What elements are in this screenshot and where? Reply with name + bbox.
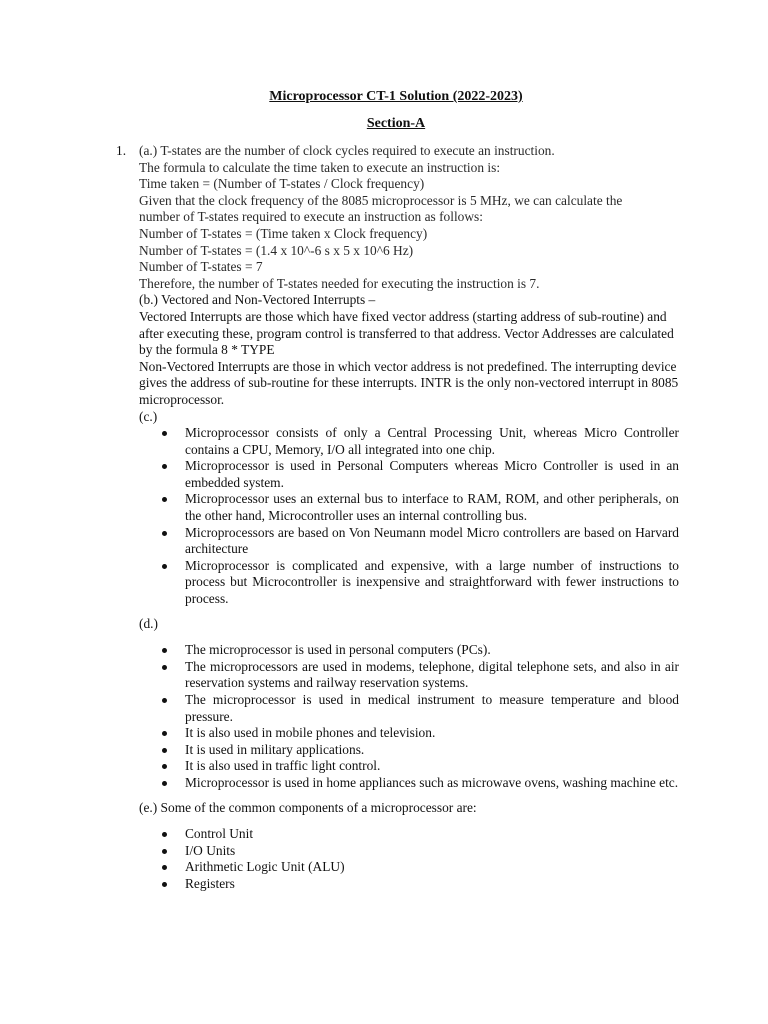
bullet-icon [162, 564, 167, 569]
part-a-line: Number of T-states = (1.4 x 10^-6 s x 5 x 10^6 Hz) [139, 242, 414, 258]
bullet-icon [162, 882, 167, 887]
list-item: Microprocessors are based on Von Neumann model Micro controllers are based on Harvard architecture [139, 525, 679, 558]
bullet-icon [162, 497, 167, 502]
bullet-icon [162, 849, 167, 854]
list-item: I/O Units [139, 843, 679, 860]
list-item: The microprocessor is used in medical instrument to measure temperature and blood pressure. [139, 692, 679, 725]
question-number: 1. [116, 143, 127, 158]
part-b-heading: (b.) Vectored and Non-Vectored Interrupts – [139, 292, 376, 308]
list-item: Control Unit [139, 826, 679, 843]
part-a-line: Therefore, the number of T-states needed for executing the instruction is 7. [139, 275, 540, 291]
part-a-line: Time taken = (Number of T-states / Clock frequency) [139, 176, 425, 192]
bullet-icon [162, 748, 167, 753]
list-item: Microprocessor is used in Personal Computers whereas Micro Controller is used in an embedded system. [139, 458, 679, 491]
part-b [139, 292, 679, 408]
part-a-line: number of T-states required to execute an instruction as follows: [139, 209, 483, 225]
part-a-line: (a.) T-states are the number of clock cycles required to execute an instruction. [139, 143, 555, 158]
bullet-icon [162, 781, 167, 786]
bullet-icon [162, 531, 167, 536]
list-item: Microprocessor is complicated and expensive, with a large number of instructions to process but Microcontroller is inexpensive and straightforward with fewer instructions to process. [139, 558, 679, 608]
part-a-line: Number of T-states = 7 [139, 259, 263, 275]
part-c-list [139, 425, 679, 608]
list-item: It is also used in mobile phones and television. [139, 725, 679, 742]
bullet-icon [162, 865, 167, 870]
bullet-icon [162, 698, 167, 703]
bullet-icon [162, 648, 167, 653]
bullet-icon [162, 731, 167, 736]
answer-body [139, 143, 679, 893]
part-e-heading: (e.) Some of the common components of a microprocessor are: [139, 799, 477, 815]
list-item: The microprocessor is used in personal computers (PCs). [139, 642, 679, 659]
part-b-non-vectored: Non-Vectored Interrupts are those in which vector address is not predefined. The interrupting device gives the address of sub-routine for these interrupts. INTR is the only non-vectored interrupt in 8085 microprocessor. [139, 358, 679, 407]
section-heading: Section-A [366, 116, 426, 131]
bullet-icon [162, 464, 167, 469]
bullet-icon [162, 764, 167, 769]
list-item: Arithmetic Logic Unit (ALU) [139, 859, 679, 876]
list-item: Microprocessor is used in home appliances such as microwave ovens, washing machine etc. [139, 775, 679, 792]
bullet-icon [162, 832, 167, 837]
document-title: Microprocessor CT-1 Solution (2022-2023) [269, 89, 523, 104]
part-a-line: The formula to calculate the time taken to execute an instruction is: [139, 159, 501, 175]
part-e-list [139, 826, 679, 892]
list-item: Microprocessor consists of only a Central Processing Unit, whereas Micro Controller contains a CPU, Memory, I/O all integrated into one chip. [139, 425, 679, 458]
part-b-vectored: Vectored Interrupts are those which have fixed vector address (starting address of sub-routine) and after executing these, program control is transferred to that address. Vector Addresses are calculated by the formula 8 * TYPE [139, 308, 674, 358]
part-a-line: Given that the clock frequency of the 8085 microprocessor is 5 MHz, we can calculate the [139, 192, 623, 208]
part-d [139, 616, 679, 792]
part-a [139, 143, 679, 292]
list-item: Registers [139, 876, 679, 893]
part-d-heading: (d.) [139, 615, 158, 631]
list-item: The microprocessors are used in modems, telephone, digital telephone sets, and also in air reservation systems and railway reservation systems. [139, 659, 679, 692]
list-item: Microprocessor uses an external bus to interface to RAM, ROM, and other peripherals, on the other hand, Microcontroller uses an internal controlling bus. [139, 491, 679, 524]
part-a-line: Number of T-states = (Time taken x Clock frequency) [139, 225, 428, 241]
bullet-icon [162, 431, 167, 436]
list-item: It is also used in traffic light control. [139, 758, 679, 775]
part-c [139, 409, 679, 608]
list-item: It is used in military applications. [139, 742, 679, 759]
bullet-icon [162, 665, 167, 670]
part-d-list [139, 642, 679, 791]
part-c-heading: (c.) [139, 408, 158, 424]
part-e [139, 800, 679, 893]
